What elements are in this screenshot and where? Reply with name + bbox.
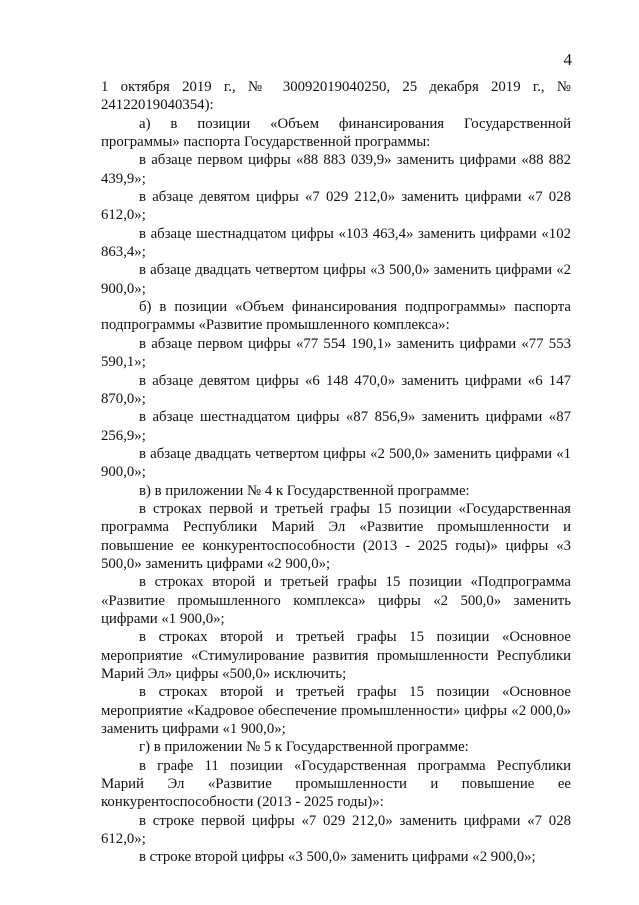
page-number: 4 bbox=[563, 50, 572, 69]
paragraph: в абзаце первом цифры «88 883 039,9» заменить цифрами «88 882 439,9»; bbox=[101, 152, 571, 187]
paragraph: б) в позиции «Объем финансирования подпрограммы» паспорта подпрограммы «Развитие промышленного комплекса»: bbox=[101, 299, 571, 334]
paragraph: в строке первой цифры «7 029 212,0» заменить цифрами «7 028 612,0»; bbox=[101, 812, 571, 848]
paragraph: в) в приложении № 4 к Государственной программе: bbox=[139, 482, 470, 499]
paragraph: в абзаце шестнадцатом цифры «103 463,4» заменить цифрами «102 863,4»; bbox=[101, 225, 571, 261]
paragraph: в абзаце девятом цифры «6 148 470,0» заменить цифрами «6 147 870,0»; bbox=[101, 372, 571, 407]
paragraph: в абзаце двадцать четвертом цифры «3 500,0» заменить цифрами «2 900,0»; bbox=[101, 262, 571, 297]
paragraph: в абзаце девятом цифры «7 029 212,0» заменить цифрами «7 028 612,0»; bbox=[101, 189, 571, 224]
paragraph: в строках второй и третьей графы 15 позиции «Основное мероприятие «Стимулирование развития промышленности Республики Марий Эл» цифры «500,0» исключить; bbox=[101, 629, 571, 682]
paragraph: в строках первой и третьей графы 15 позиции «Государственная программа Республики Марий Эл «Развитие промышленности и повышение ее конкурентоспособности (2013 - 2025 годы)» цифры «3 500,0» заменить цифрами «2 900,0»; bbox=[101, 500, 571, 572]
paragraph: в абзаце шестнадцатом цифры «87 856,9» заменить цифрами «87 256,9»; bbox=[101, 409, 571, 444]
paragraph: в абзаце первом цифры «77 554 190,1» заменить цифрами «77 553 590,1»; bbox=[101, 335, 571, 371]
paragraph: 1 октября 2019 г., № 30092019040250, 25 декабря 2019 г., № 24122019040354): bbox=[101, 79, 571, 114]
document-body bbox=[101, 78, 571, 867]
paragraph: г) в приложении № 5 к Государственной программе: bbox=[139, 739, 469, 756]
paragraph: в строке второй цифры «3 500,0» заменить цифрами «2 900,0»; bbox=[139, 849, 536, 866]
paragraph: в графе 11 позиции «Государственная программа Республики Марий Эл «Развитие промышленности и повышение ее конкурентоспособности (2013 - 2025 годы)»: bbox=[101, 757, 571, 811]
paragraph: а) в позиции «Объем финансирования Государственной программы» паспорта Государственной программы: bbox=[101, 115, 571, 151]
paragraph: в абзаце двадцать четвертом цифры «2 500,0» заменить цифрами «1 900,0»; bbox=[101, 445, 571, 481]
paragraph: в строках второй и третьей графы 15 позиции «Основное мероприятие «Кадровое обеспечение промышленности» цифры «2 000,0» заменить цифрами «1 900,0»; bbox=[101, 684, 571, 738]
paragraph: в строках второй и третьей графы 15 позиции «Подпрограмма «Развитие промышленного комплекса» цифры «2 500,0» заменить цифрами «1 900,0»; bbox=[101, 574, 571, 627]
